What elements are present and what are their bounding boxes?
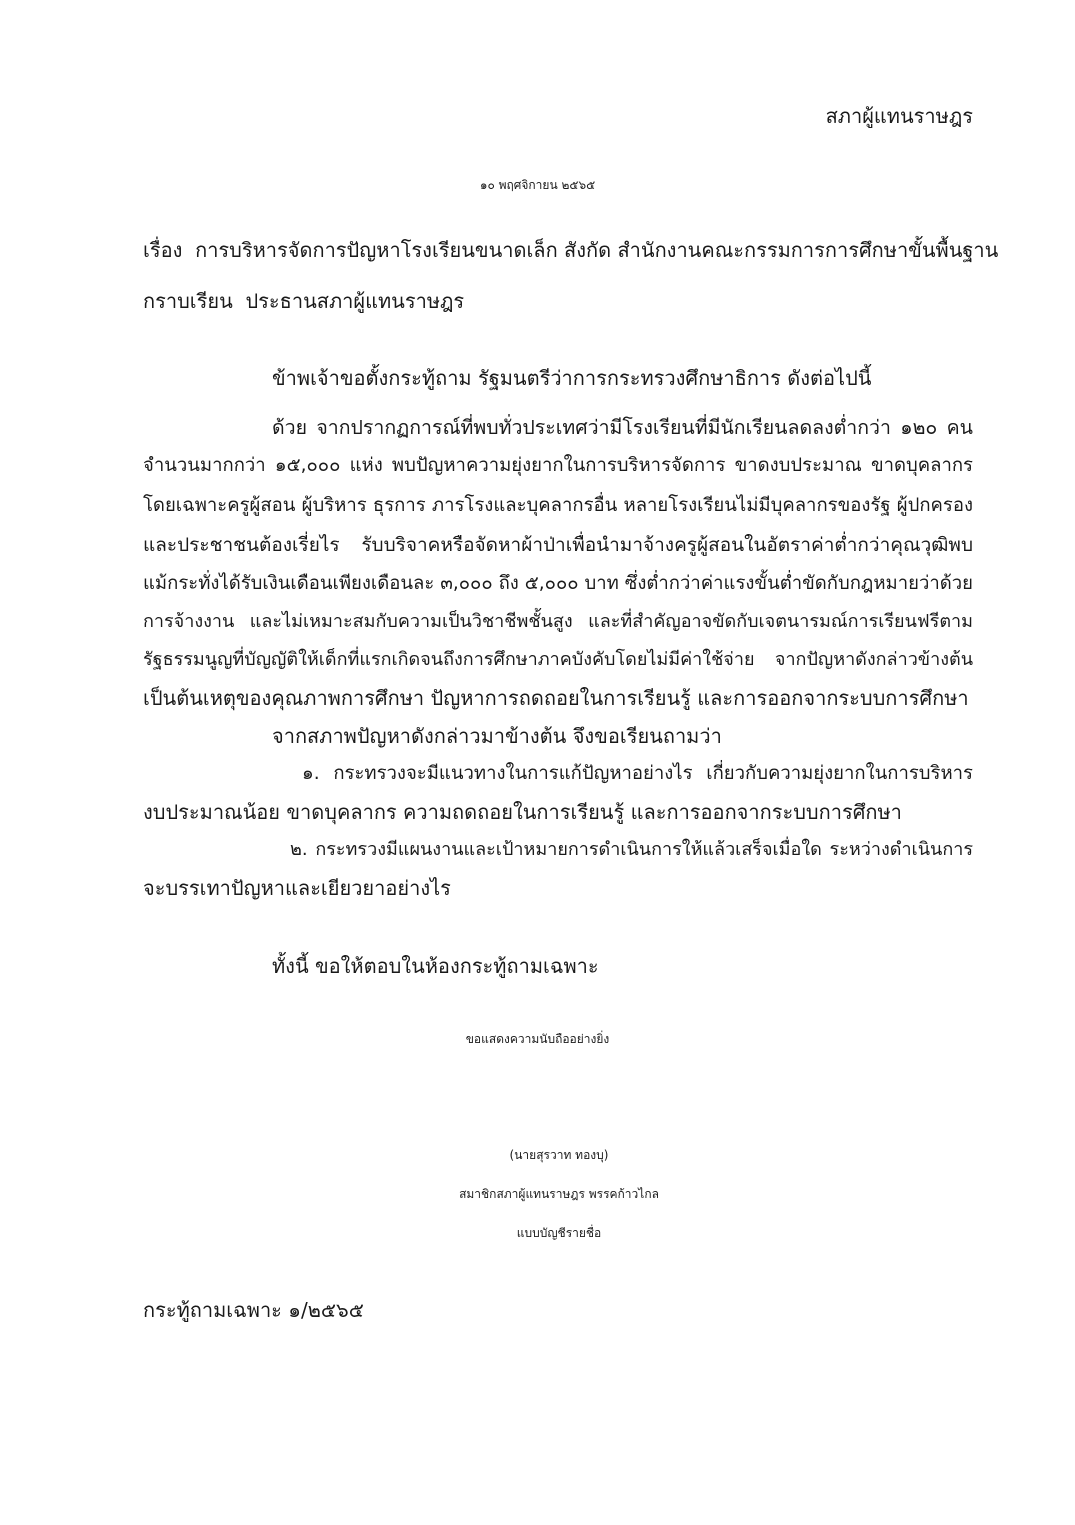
subject-line: [143, 236, 998, 264]
body-line-1: ด้วย จากปรากฏการณ์ที่พบทั่วประเทศว่ามีโรงเรียนที่มีนักเรียนลดลงต่ำกว่า ๑๒๐ คน: [272, 416, 973, 439]
body-line-7: รัฐธรรมนูญที่บัญญัติให้เด็กที่แรกเกิดจนถึงการศึกษาภาคบังคับโดยไม่มีค่าใช้จ่าย จากปัญหาดังกล่าวข้างต้น: [143, 649, 973, 670]
body-line-6: การจ้างงาน และไม่เหมาะสมกับความเป็นวิชาชีพชั้นสูง และที่สำคัญอาจขัดกับเจตนารมณ์การเรียนฟรีตาม: [143, 611, 973, 632]
answer-request: ทั้งนี้ ขอให้ตอบในห้องกระทู้ถามเฉพาะ: [272, 954, 599, 978]
signer-name: (นายสุรวาท ทองบุ): [509, 1148, 609, 1162]
question-2-line-2: จะบรรเทาปัญหาและเยียวยาอย่างไร: [143, 876, 451, 900]
salutation-label: กราบเรียน: [143, 289, 233, 313]
subject-text: การบริหารจัดการปัญหาโรงเรียนขนาดเล็ก สังกัด สำนักงานคณะกรรมการการศึกษาขั้นพื้นฐาน: [195, 238, 999, 262]
signer-title: สมาชิกสภาผู้แทนราษฎร พรรคก้าวไกล: [459, 1187, 659, 1201]
salutation-text: ประธานสภาผู้แทนราษฎร: [245, 289, 465, 313]
question-intro: จากสภาพปัญหาดังกล่าวมาข้างต้น จึงขอเรียนถามว่า: [272, 724, 722, 748]
intro-paragraph: ข้าพเจ้าขอตั้งกระทู้ถาม รัฐมนตรีว่าการกระทรวงศึกษาธิการ ดังต่อไปนี้: [272, 366, 872, 390]
signer-type: แบบบัญชีรายชื่อ: [516, 1226, 602, 1240]
question-2-line-1: ๒. กระทรวงมีแผนงานและเป้าหมายการดำเนินการให้แล้วเสร็จเมื่อใด ระหว่างดำเนินการ: [290, 839, 973, 860]
body-line-8: เป็นต้นเหตุของคุณภาพการศึกษา ปัญหาการถดถอยในการเรียนรู้ และการออกจากระบบการศึกษา: [143, 686, 969, 710]
question-1-line-1: ๑. กระทรวงจะมีแนวทางในการแก้ปัญหาอย่างไร เกี่ยวกับความยุ่งยากในการบริหาร: [302, 763, 973, 784]
question-1-line-2: งบประมาณน้อย ขาดบุคลากร ความถดถอยในการเรียนรู้ และการออกจากระบบการศึกษา: [143, 800, 902, 824]
body-line-2: จำนวนมากกว่า ๑๕,๐๐๐ แห่ง พบปัญหาความยุ่งยากในการบริหารจัดการ ขาดงบประมาณ ขาดบุคลากร: [143, 455, 973, 476]
salutation-line: [143, 287, 464, 315]
body-line-5: แม้กระทั่งได้รับเงินเดือนเพียงเดือนละ ๓,๐๐๐ ถึง ๕,๐๐๐ บาท ซึ่งต่ำกว่าค่าแรงขั้นต่ำขัดกับกฎหมายว่าด้วย: [143, 573, 973, 594]
subject-label: เรื่อง: [143, 238, 183, 262]
body-line-4: และประชาชนต้องเรี่ยไร รับบริจาคหรือจัดหาผ้าป่าเพื่อนำมาจ้างครูผู้สอนในอัตราค่าต่ำกว่าคุณวุฒิพบ: [143, 534, 973, 556]
body-line-3: โดยเฉพาะครูผู้สอน ผู้บริหาร ธุรการ ภารโรงและบุคลากรอื่น หลายโรงเรียนไม่มีบุคลากรของรัฐ ผู้ปกครอง: [143, 495, 973, 516]
recipient-org: สภาผู้แทนราษฎร: [825, 104, 973, 128]
question-reference: กระทู้ถามเฉพาะ ๑/๒๕๖๕: [143, 1298, 364, 1322]
closing-phrase: ขอแสดงความนับถืออย่างยิ่ง: [465, 1032, 610, 1046]
letter-date: ๑๐ พฤศจิกายน ๒๕๖๕: [479, 178, 596, 192]
